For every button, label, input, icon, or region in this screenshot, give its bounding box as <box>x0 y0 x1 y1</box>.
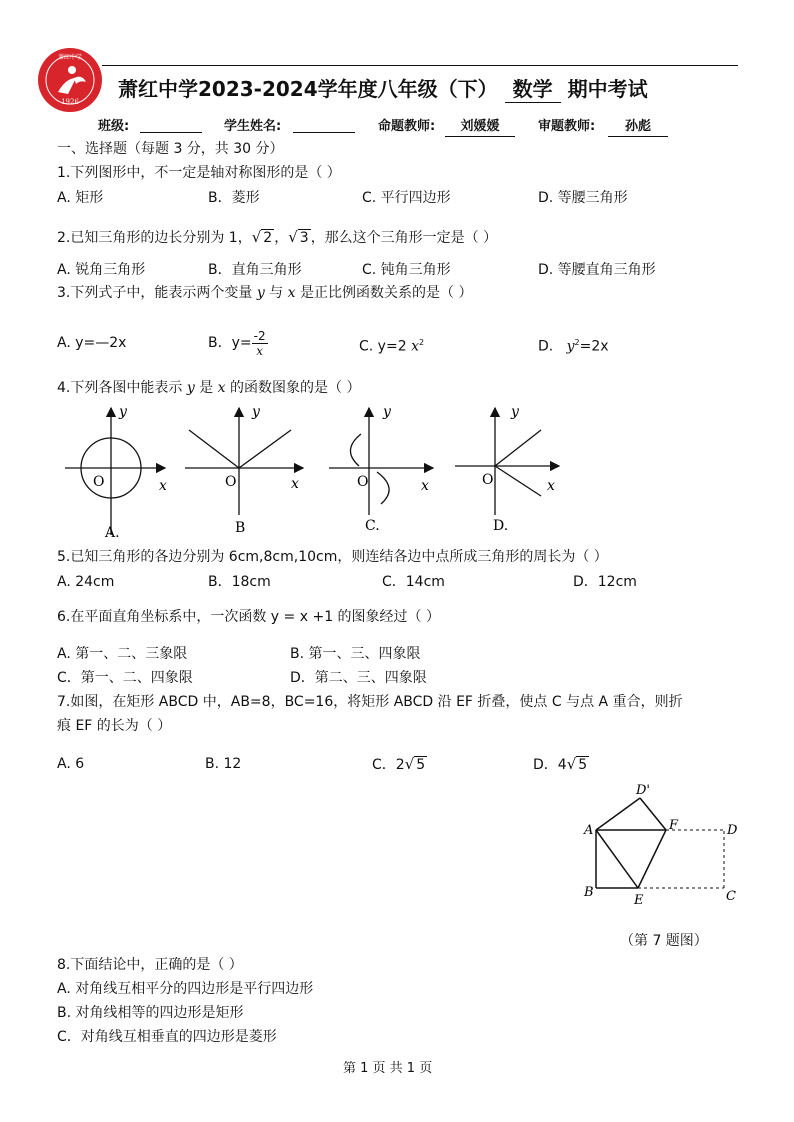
q2-option-d[interactable]: D. 等腰直角三角形 <box>538 262 656 278</box>
q6-option-a[interactable]: A. 第一、二、三象限 <box>57 646 188 662</box>
q7-label-e: E <box>634 893 644 908</box>
q4-c-lower-arc <box>377 472 389 504</box>
q4-var-y: y <box>186 380 195 396</box>
q7-segment-ae <box>596 830 638 888</box>
q3-option-a[interactable]: A. y=—2x <box>57 335 127 351</box>
q4-a-label: A. <box>105 525 120 541</box>
logo-school-name: 萧红中学 <box>57 54 83 61</box>
q4-b-y-label: y <box>252 404 260 420</box>
q7-label-a: A <box>584 823 594 838</box>
q7-c-rad: 5 <box>416 757 426 773</box>
q7-label-d-prime: D' <box>636 783 650 798</box>
q3-b-pre: B．y= <box>208 335 252 351</box>
q7-crease-ef <box>638 830 666 888</box>
q4-b-origin: O <box>225 474 237 490</box>
q2-stem-post: ，那么这个三角形一定是（ ） <box>310 230 498 246</box>
q7-option-a[interactable]: A. 6 <box>57 756 85 772</box>
q7-segment-ad-prime <box>596 798 640 830</box>
q4-a-y-label: y <box>119 404 127 420</box>
q2-stem-pre: 2.已知三角形的边长分别为 1， <box>57 230 252 246</box>
q3-c-var: x <box>411 338 419 355</box>
q7-option-c[interactable]: C．2√ 5 <box>372 755 426 773</box>
q4-stem <box>57 379 360 397</box>
reviewer-value: 孙彪 <box>608 118 668 137</box>
q4-d-x-label: x <box>547 478 555 494</box>
q3-d-post: =2x <box>579 338 609 355</box>
q4-d-lower-ray <box>495 466 541 496</box>
q2-option-a[interactable]: A. 锐角三角形 <box>57 262 146 278</box>
q1-option-a[interactable]: A. 矩形 <box>57 190 104 206</box>
header-rule <box>102 65 738 66</box>
q4-b-label: B <box>235 520 246 536</box>
q7-label-d: D <box>727 823 738 838</box>
q4-stem-post: 的函数图象的是（ ） <box>225 380 361 396</box>
q3-option-b[interactable] <box>208 324 268 362</box>
q4-a-x-label: x <box>159 478 167 494</box>
q1-option-d[interactable]: D. 等腰三角形 <box>538 190 628 206</box>
q4-graphs <box>55 400 575 545</box>
name-blank[interactable] <box>293 118 355 133</box>
q3-option-c[interactable] <box>359 334 424 356</box>
q7-stem-line2: 痕 EF 的长为（ ） <box>57 718 172 734</box>
logo-year: 1926 <box>61 98 79 106</box>
q4-b-right-ray <box>239 430 291 468</box>
q4-d-origin: O <box>482 472 494 488</box>
q4-graph-c[interactable] <box>329 404 433 534</box>
q6-option-c[interactable]: C．第一、二、四象限 <box>57 670 193 686</box>
q4-var-x: x <box>217 380 226 396</box>
q7-label-c: C <box>726 889 736 904</box>
q2-option-c[interactable]: C. 钝角三角形 <box>362 262 451 278</box>
title-subject: 数学 <box>505 76 561 103</box>
q6-stem: 6.在平面直角坐标系中，一次函数 y = x +1 的图象经过（ ） <box>57 609 440 625</box>
q3-var-x: x <box>287 285 296 301</box>
q3-var-y: y <box>256 285 265 301</box>
author-value: 刘媛媛 <box>445 118 515 137</box>
q3-stem <box>57 284 472 302</box>
q1-stem: 1.下列图形中，不一定是轴对称图形的是（ ） <box>57 165 341 181</box>
q7-option-b[interactable]: B. 12 <box>205 756 242 772</box>
q3-c-pre: C. y=2 <box>359 338 407 355</box>
q7-label-b: B <box>584 885 594 900</box>
q4-c-y-label: y <box>383 404 391 420</box>
q2-option-b[interactable]: B．直角三角形 <box>208 262 302 278</box>
q4-d-upper-ray <box>495 430 541 466</box>
page-title <box>118 76 648 103</box>
title-tail: 期中考试 <box>567 77 648 101</box>
q5-option-b[interactable]: B．18cm <box>208 574 271 590</box>
name-label: 学生姓名: <box>224 119 282 134</box>
q2-sep: ， <box>274 230 289 246</box>
q3-stem-post: 是正比例函数关系的是（ ） <box>295 285 473 301</box>
q1-option-b[interactable]: B．菱形 <box>208 190 260 206</box>
q2-sqrt-a: 2 <box>263 230 273 246</box>
q4-graph-a[interactable] <box>65 404 167 541</box>
class-label: 班级: <box>98 119 130 134</box>
class-blank[interactable] <box>140 118 202 133</box>
q8-option-b[interactable]: B. 对角线相等的四边形是矩形 <box>57 1005 244 1021</box>
reviewer-label: 审题教师: <box>538 119 596 134</box>
author-label: 命题教师: <box>378 119 436 134</box>
q2-sqrt-b: 3 <box>299 230 309 246</box>
q4-c-label: C. <box>365 518 380 534</box>
q5-option-a[interactable]: A. 24cm <box>57 574 115 590</box>
q7-stem-line1: 7.如图，在矩形 ABCD 中，AB=8，BC=16，将矩形 ABCD 沿 EF 折叠，使点 C 与点 A 重合，则折 <box>57 694 683 710</box>
q4-c-x-label: x <box>421 478 429 494</box>
q8-option-c[interactable]: C．对角线互相垂直的四边形是菱形 <box>57 1029 277 1045</box>
q7-figure <box>578 780 748 910</box>
title-main: 萧红中学2023-2024学年度八年级（下） <box>118 77 498 101</box>
q3-b-fraction <box>252 329 268 358</box>
q3-c-exp: 2 <box>418 338 425 347</box>
q5-option-c[interactable]: C．14cm <box>382 574 445 590</box>
q4-d-label: D. <box>493 518 509 534</box>
q7-c-pre: C．2 <box>372 757 405 773</box>
q4-a-origin: O <box>93 474 105 490</box>
q7-d-rad: 5 <box>578 757 588 773</box>
q5-stem: 5.已知三角形的各边分别为 6cm,8cm,10cm，则连结各边中点所成三角形的周长为（ ） <box>57 549 608 565</box>
school-logo <box>38 48 102 112</box>
q1-option-c[interactable]: C. 平行四边形 <box>362 190 451 206</box>
q3-d-var: y <box>566 338 575 355</box>
q4-b-x-label: x <box>291 476 299 492</box>
q7-option-d[interactable]: D．4√ 5 <box>533 755 588 773</box>
q4-graph-d[interactable] <box>455 404 559 534</box>
q4-mid: 是 <box>194 380 218 396</box>
q4-stem-pre: 4.下列各图中能表示 <box>57 380 187 396</box>
q2-stem: 2.已知三角形的边长分别为 1，√ 2 ，√ 3 ，那么这个三角形一定是（ ） <box>57 228 498 246</box>
q4-c-upper-arc <box>350 434 361 466</box>
q4-d-y-label: y <box>511 404 519 420</box>
q7-caption: （第 7 题图） <box>620 933 708 949</box>
q3-d-exp: 2 <box>574 338 580 347</box>
q8-stem: 8.下面结论中，正确的是（ ） <box>57 957 243 973</box>
q4-c-origin: O <box>357 474 369 490</box>
q3-option-d[interactable] <box>538 334 609 356</box>
q6-option-b[interactable]: B. 第一、三、四象限 <box>290 646 421 662</box>
q3-mid: 与 <box>264 285 288 301</box>
q7-label-f: F <box>669 818 679 833</box>
q6-option-d[interactable]: D．第二、三、四象限 <box>290 670 427 686</box>
q4-b-left-ray <box>189 430 239 468</box>
q5-option-d[interactable]: D．12cm <box>573 574 637 590</box>
q3-b-num: -2 <box>253 328 266 343</box>
page-footer: 第 1 页 共 1 页 <box>343 1061 433 1076</box>
q4-graph-b[interactable] <box>185 404 303 536</box>
q3-b-den: x <box>256 343 263 358</box>
section-heading: 一、选择题（每题 3 分，共 30 分） <box>57 141 284 157</box>
q3-stem-pre: 3.下列式子中，能表示两个变量 <box>57 285 257 301</box>
q3-d-pre: D. <box>538 338 554 355</box>
q7-segment-d-prime-f <box>640 798 666 830</box>
q7-d-pre: D．4 <box>533 757 567 773</box>
q8-option-a[interactable]: A. 对角线互相平分的四边形是平行四边形 <box>57 981 314 997</box>
